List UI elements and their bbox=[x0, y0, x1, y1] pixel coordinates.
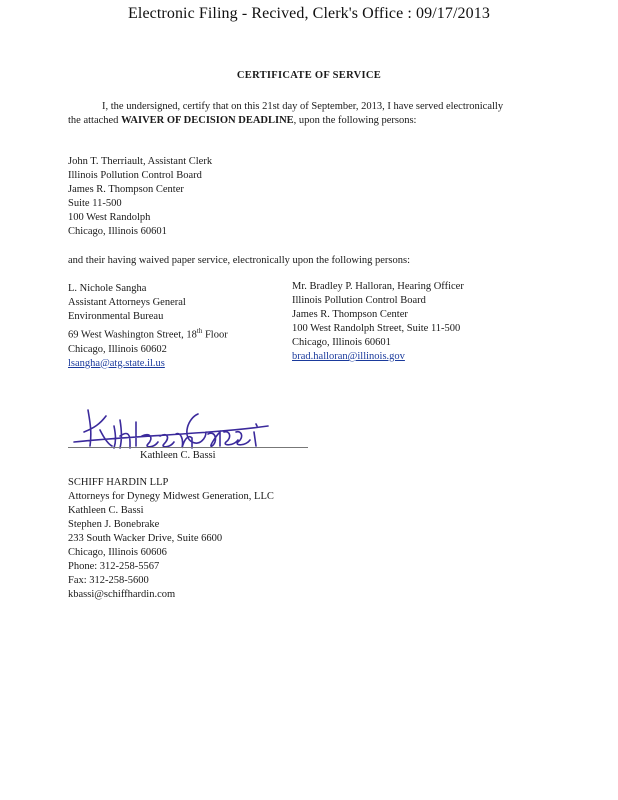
hearing-officer-contact bbox=[292, 280, 464, 364]
waiver-statement: and their having waived paper service, electronically upon the following persons: bbox=[68, 255, 411, 266]
certification-text-start: I, the undersigned, certify that on this 21st day of September, 2013, I have served electronically the attached bbox=[68, 101, 504, 126]
firm-line: Phone: 312-258-5567 bbox=[68, 561, 160, 572]
handwritten-signature bbox=[70, 402, 270, 452]
contact-line: L. Nichole Sangha bbox=[68, 283, 147, 294]
firm-email: kbassi@schiffhardin.com bbox=[68, 589, 176, 600]
recipient-clerk-address bbox=[68, 155, 212, 239]
firm-line: Fax: 312-258-5600 bbox=[68, 575, 149, 586]
contact-line: 100 West Randolph Street, Suite 11-500 bbox=[292, 323, 461, 334]
address-line: Illinois Pollution Control Board bbox=[68, 170, 202, 181]
address-line: James R. Thompson Center bbox=[68, 184, 184, 195]
firm-line: Chicago, Illinois 60606 bbox=[68, 547, 167, 558]
certification-paragraph bbox=[68, 100, 508, 128]
firm-line: SCHIFF HARDIN LLP bbox=[68, 477, 169, 488]
document-reference: WAIVER OF DECISION DEADLINE bbox=[121, 115, 294, 126]
contact-line: 69 West Washington Street, 18th Floor bbox=[68, 327, 228, 341]
contact-line: Illinois Pollution Control Board bbox=[292, 295, 426, 306]
email-link[interactable]: lsangha@atg.state.il.us bbox=[68, 357, 165, 369]
firm-line: Stephen J. Bonebrake bbox=[68, 519, 160, 530]
document-title: CERTIFICATE OF SERVICE bbox=[236, 70, 382, 81]
email-link[interactable]: brad.halloran@illinois.gov bbox=[292, 351, 405, 362]
address-line: John T. Therriault, Assistant Clerk bbox=[68, 156, 213, 167]
certification-text-end: , upon the following persons: bbox=[293, 115, 417, 126]
signer-name: Kathleen C. Bassi bbox=[140, 450, 216, 461]
contact-line: James R. Thompson Center bbox=[292, 309, 408, 320]
address-line: Chicago, Illinois 60601 bbox=[68, 226, 167, 237]
firm-line: Attorneys for Dynegy Midwest Generation, LLC bbox=[68, 491, 274, 502]
firm-line: 233 South Wacker Drive, Suite 6600 bbox=[68, 533, 223, 544]
filing-stamp-header: Electronic Filing - Recived, Clerk's Office : 09/17/2013 bbox=[128, 5, 490, 22]
address-line: 100 West Randolph bbox=[68, 212, 151, 223]
contact-line: Assistant Attorneys General bbox=[68, 297, 186, 308]
firm-line: Kathleen C. Bassi bbox=[68, 505, 144, 516]
contact-line: Chicago, Illinois 60602 bbox=[68, 343, 167, 355]
firm-signature-block bbox=[68, 476, 274, 602]
address-line: Suite 11-500 bbox=[68, 198, 122, 209]
contact-line: Chicago, Illinois 60601 bbox=[292, 337, 391, 348]
contact-line: Environmental Bureau bbox=[68, 311, 164, 322]
contact-line: Mr. Bradley P. Halloran, Hearing Officer bbox=[292, 281, 464, 292]
attorney-general-contact bbox=[68, 282, 228, 371]
signature-line bbox=[68, 447, 308, 448]
